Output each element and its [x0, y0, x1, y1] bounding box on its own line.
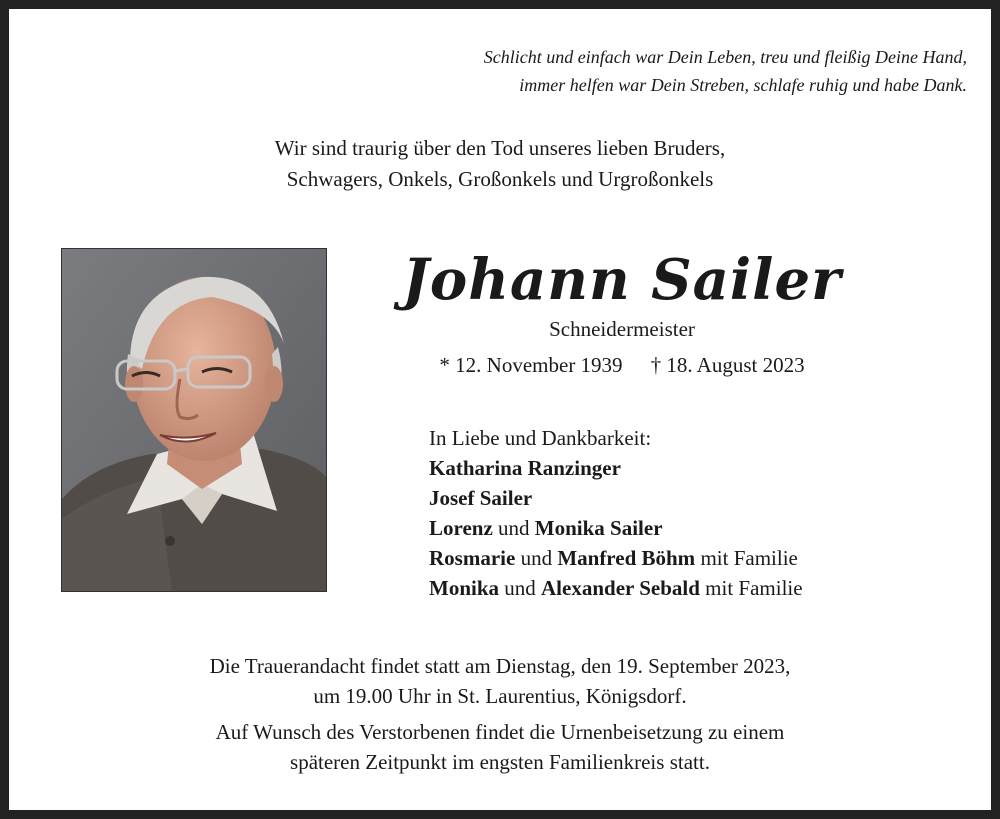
mourner-suffix: mit Familie	[699, 576, 803, 600]
mourner-conjunction: und	[499, 576, 542, 600]
mourner-row	[429, 483, 803, 513]
poem-line: immer helfen war Dein Streben, schlafe ruhig und habe Dank.	[519, 75, 967, 95]
service-line: Die Trauerandacht findet statt am Dienstag, den 19. September 2023,	[209, 654, 791, 678]
mourner-name: Monika	[429, 576, 500, 600]
mourner-row	[429, 573, 803, 603]
mourner-name: Josef Sailer	[429, 486, 533, 510]
mourner-name: Monika Sailer	[534, 516, 663, 540]
mourner-name: Manfred Böhm	[557, 546, 696, 570]
portrait-illustration	[62, 249, 327, 592]
service-line: Auf Wunsch des Verstorbenen findet die Urnenbeisetzung zu einem	[215, 720, 785, 744]
deceased-name: Johann Sailer	[402, 247, 842, 313]
intro-line: Schwagers, Onkels, Großonkels und Urgroßonkels	[286, 167, 714, 191]
intro-line: Wir sind traurig über den Tod unseres lieben Bruders,	[274, 136, 726, 160]
service-line: späteren Zeitpunkt im engsten Familienkreis statt.	[290, 750, 710, 774]
mourner-row	[429, 543, 803, 573]
birth-date: * 12. November 1939	[439, 353, 623, 377]
mourner-conjunction: und	[492, 516, 535, 540]
poem-line: Schlicht und einfach war Dein Leben, treu und fleißig Deine Hand,	[483, 47, 967, 67]
mourner-name: Lorenz	[429, 516, 493, 540]
death-date: † 18. August 2023	[650, 353, 805, 377]
mourner-name: Katharina Ranzinger	[429, 456, 621, 480]
service-info	[9, 651, 991, 777]
mourners-list	[429, 423, 803, 603]
mourner-suffix: mit Familie	[695, 546, 798, 570]
deceased-profession: Schneidermeister	[549, 317, 695, 341]
intro-text	[9, 133, 991, 195]
mourner-conjunction: und	[515, 546, 558, 570]
mourners-heading: In Liebe und Dankbarkeit:	[429, 426, 652, 450]
mourner-name: Alexander Sebald	[541, 576, 700, 600]
memorial-poem	[484, 43, 967, 99]
mourner-row	[429, 513, 803, 543]
mourner-name: Rosmarie	[429, 546, 516, 570]
mourner-row	[429, 453, 803, 483]
portrait-photo	[61, 248, 327, 592]
service-line: um 19.00 Uhr in St. Laurentius, Königsdorf.	[313, 684, 687, 708]
life-dates	[339, 353, 905, 378]
